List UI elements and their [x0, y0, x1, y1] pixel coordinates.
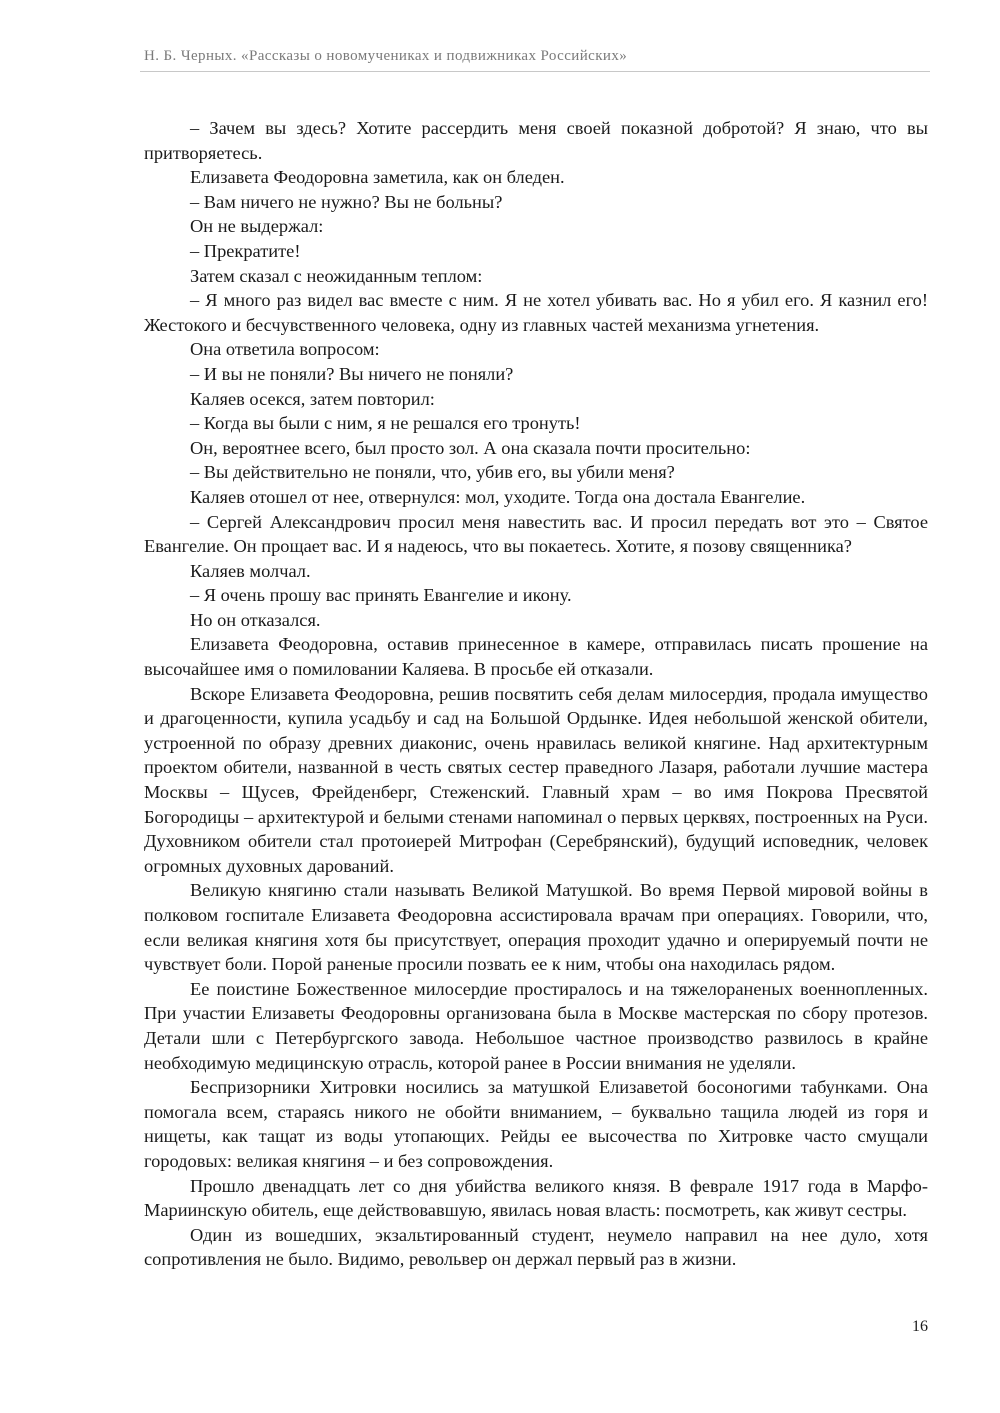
paragraph: – Вам ничего не нужно? Вы не больны?	[190, 191, 503, 212]
paragraph: Каляев молчал.	[190, 560, 311, 581]
paragraph: Один из вошедших, экзальтированный студент, неумело направил на нее дуло, хотя сопротивления не было. Видимо, револьвер он держал первый раз в жизни.	[144, 1224, 928, 1270]
paragraph: Вскоре Елизавета Феодоровна, решив посвятить себя делам милосердия, продала имущество и драгоценности, купила усадьбу и сад на Большой Ордынке. Идея небольшой женской обители, устроенной по образу древних диаконис, очень нравилась великой княгине. Над архитектурным проектом обители, названной в честь святых сестер праведного Лазаря, работали лучшие мастера Москвы – Щусев, Фрейденберг, Стеженский. Главный храм – во имя Покрова Пресвятой Богородицы – архитектурой и белыми стенами напоминал о первых церквях, построенных на Руси. Духовником обители стал протоиерей Митрофан (Серебрянский), будущий исповедник, человек огромных духовных дарований.	[144, 683, 928, 876]
paragraph: Но он отказался.	[190, 609, 321, 630]
paragraph: – И вы не поняли? Вы ничего не поняли?	[190, 363, 514, 384]
paragraph: Великую княгиню стали называть Великой Матушкой. Во время Первой мировой войны в полковом госпитале Елизавета Феодоровна ассистировала врачам при операциях. Говорили, что, если великая княгиня хотя бы присутствует, операция проходит удачно и оперируемый почти не чувствует боли. Порой раненые просили позвать ее к ним, чтобы она находилась рядом.	[144, 880, 928, 975]
paragraph: Он не выдержал:	[190, 216, 324, 237]
paragraph: Он, вероятнее всего, был просто зол. А она сказала почти просительно:	[190, 437, 751, 458]
paragraph: – Прекратите!	[190, 240, 301, 261]
main-text	[144, 116, 928, 1272]
paragraph: Каляев отошел от нее, отвернулся: мол, уходите. Тогда она достала Евангелие.	[190, 486, 806, 507]
header-divider	[140, 71, 930, 72]
paragraph: Прошло двенадцать лет со дня убийства великого князя. В феврале 1917 года в Марфо-Мариинскую обитель, еще действовавшую, явилась новая власть: посмотреть, как живут сестры.	[144, 1175, 928, 1221]
paragraph: Елизавета Феодоровна, оставив принесенное в камере, отправилась писать прошение на высочайшее имя о помиловании Каляева. В просьбе ей отказали.	[144, 634, 928, 680]
paragraph: – Зачем вы здесь? Хотите рассердить меня своей показной добротой? Я знаю, что вы притворяетесь.	[144, 118, 928, 163]
paragraph: – Я много раз видел вас вместе с ним. Я не хотел убивать вас. Но я убил его. Я казнил его! Жестокого и бесчувственного человека, одну из главных частей механизма угнетения.	[144, 290, 928, 335]
paragraph: – Когда вы были с ним, я не решался его тронуть!	[190, 413, 581, 434]
paragraph: Елизавета Феодоровна заметила, как он бледен.	[190, 167, 565, 188]
paragraph: – Я очень прошу вас принять Евангелие и икону.	[190, 585, 572, 606]
paragraph: Ее поистине Божественное милосердие простиралось и на тяжелораненых военнопленных. При участии Елизаветы Феодоровны организована была в Москве мастерская по сбору протезов. Детали шли с Петербургского завода. Небольшое частное производство развилось в крайне необходимую медицинскую отрасль, которой ранее в России внимания не уделяли.	[144, 978, 928, 1073]
running-header: Н. Б. Черных. «Рассказы о новомучениках и подвижниках Российских»	[144, 48, 628, 64]
paragraph: – Вы действительно не поняли, что, убив его, вы убили меня?	[190, 462, 675, 483]
page-number: 16	[912, 1318, 928, 1335]
paragraph: Беспризорники Хитровки носились за матушкой Елизаветой босоногими табунками. Она помогала всем, стараясь никого не обойти вниманием, – буквально тащила людей из горя и нищеты, как тащат из воды утопающих. Рейды ее высочества по Хитровке часто смущали городовых: великая княгиня – и без сопровождения.	[144, 1077, 928, 1171]
paragraph: – Сергей Александрович просил меня навестить вас. И просил передать вот это – Святое Евангелие. Он прощает вас. И я надеюсь, что вы покаетесь. Хотите, я позову священника?	[144, 511, 928, 557]
paragraph: Затем сказал с неожиданным теплом:	[190, 265, 483, 286]
paragraph: Каляев осекся, затем повторил:	[190, 388, 435, 409]
paragraph: Она ответила вопросом:	[190, 339, 380, 360]
